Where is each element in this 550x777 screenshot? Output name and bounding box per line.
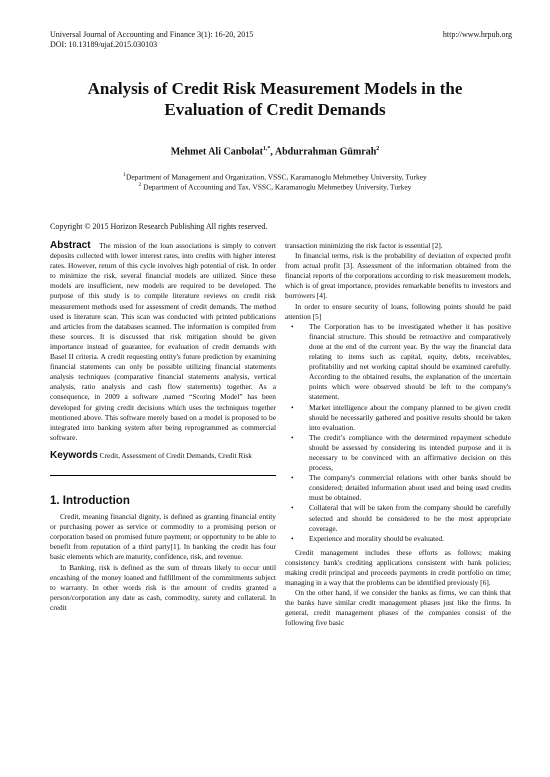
copyright-notice: Copyright © 2015 Horizon Research Publishing All rights reserved. — [50, 222, 268, 231]
right-paragraph-5: On the other hand, if we consider the banks as firms, we can think that the banks have similar credit management phases just like the firms. In general, credit management phases of the companies consist of the following five basic — [285, 588, 511, 628]
author-1-sup: 1,* — [262, 146, 271, 152]
keywords-text: Credit, Assessment of Credit Demands, Credit Risk — [99, 450, 252, 460]
affiliation-1-num: 1 — [123, 172, 126, 178]
right-paragraph-4: Credit management includes these efforts as follows; making consistency bank's crediting applications consistent with bank policies; making credit principal and proceeds payments in credit portfolio on time; managing in a way that the problems can be identified previously [6]. — [285, 547, 511, 588]
bullet-item — [285, 322, 511, 403]
bullet-item — [285, 433, 511, 473]
intro-paragraph-2: In Banking, risk is defined as the sum of threats likely to occur until encashing of the money loaned and fulfillment of the commitments subject to warranty. In other words risk is the amount of credits granted a person/corporation any date as cash, commodity, surety and collateral. In credit — [50, 562, 276, 612]
right-paragraph-3: In order to ensure security of loans, following points should be paid attention [5] — [285, 301, 511, 321]
right-paragraph-2: In financial terms, risk is the probability of deviation of expected profit from actual profit [3]. Assessment of the information obtained from the financial reports of the corporations according to risk measurement models, which is of great importance, provides remarkable benefits to investors and borrowers [4]. — [285, 251, 511, 301]
affiliation-2-num: 2 — [138, 182, 142, 188]
right-paragraph-1: transaction minimizing the risk factor is essential [2]. — [285, 241, 443, 250]
abstract-text: The mission of the loan associations is simply to convert deposits collected with lower interest rates, into credits with higher interest rates. However, return of this cycle involves high potential of risk. In order to minimize the risk, several financial models are utilized. Since these models are insufficient, new models are required to be developed. The purpose of this study is to compile literature reviews on credit risk measurement methods used for assessment of credit demands. The method used is literature scan. This scan was conducted with printed publications and articles from the databases scanned. The information is compiled from these sources. It is discussed that risk mitigation should be given importance instead of guarantee, for evaluation of credit demands with Basel II criteria. A credit requesting entity's future prediction by examining financial statements can only be possible utilizing financial statements analysis techniques (comparative financial statements analysis, vertical analysis, ratio analysis and cash flow statements) together. As a consequence, in 2009 a software ,named “Scoring Model” has been developed for giving credit decisions which uses the techniques together mentioned above. This software merely based on a model is proposed to be integrated into banking system after being reprogrammed as commercial software. — [50, 241, 276, 442]
title-line-2: Evaluation of Credit Demands — [164, 100, 386, 119]
bullet-icon: • — [291, 402, 294, 412]
section-divider — [50, 475, 276, 476]
bullet-item — [285, 503, 511, 533]
author-2-sup: 2 — [376, 146, 380, 152]
abstract — [50, 241, 276, 443]
bullet-item — [285, 473, 511, 503]
bullet-list — [285, 322, 511, 544]
bullet-icon: • — [291, 432, 294, 442]
paper-title — [40, 78, 510, 120]
keywords-heading: Keywords — [50, 449, 98, 461]
bullet-item — [285, 403, 511, 433]
affiliation-1-text: Department of Management and Organization, VSSC, Karamanoglu Mehmetbey University, Turkey — [125, 172, 427, 182]
affiliation-2 — [40, 180, 510, 193]
bullet-text: The credit’s compliance with the determined repayment schedule should be assessed by considering its intended purpose and it is necessary to be convinced with an affirmative decision on this process, — [309, 432, 511, 473]
bullet-text: Experience and morality should be evaluated. — [309, 533, 445, 543]
bullet-icon: • — [291, 473, 294, 483]
intro-paragraph-1: Credit, meaning financial dignity, is defined as granting financial entity or purchasing power as service or commodity to a promising person or corporation based on promised future payment; or opportunity to be able to benefit from reputation of a third party[1]. In banking the credit has four basic elements which are maturity, confidence, risk, and revenue. — [50, 512, 276, 562]
author-1: Mehmet Ali Canbolat — [170, 146, 263, 158]
author-2: Abdurrahman Gümrah — [274, 146, 377, 158]
journal-citation: Universal Journal of Accounting and Finance 3(1): 16-20, 2015 — [50, 30, 254, 39]
author-list — [40, 146, 510, 157]
bullet-text: The Corporation has to be investigated whether it has positive financial structure. This should be retroactive and comparatively done at the end of the current year. By the way the financial data relating to items such as capital, equity, debts, receivables, profitability and net working capital should be examined carefully. According to the obtained results, the explanation of the uncertain points which were observed should be left to the company's statement. — [309, 321, 511, 402]
intro-heading: 1. Introduction — [50, 494, 130, 507]
right-column — [285, 241, 511, 629]
journal-url[interactable]: http://www.hrpub.org — [442, 30, 512, 39]
keywords — [50, 451, 276, 461]
author-separator: , — [270, 146, 275, 158]
abstract-heading: Abstract — [50, 240, 91, 251]
left-column — [50, 241, 276, 613]
title-line-1: Analysis of Credit Risk Measurement Models in the — [87, 79, 463, 98]
bullet-text: Collateral that will be taken from the company should be carefully selected and should be considered to be the most appropriate coverage. — [309, 503, 511, 533]
bullet-icon: • — [291, 533, 294, 543]
bullet-text: The company's commercial relations with other banks should be considered; detailed information about used and being used credits must be obtained. — [309, 473, 511, 503]
affiliation-2-text: Department of Accounting and Tax, VSSC, Karamanoglu Mehmetbey University, Turkey — [141, 182, 412, 192]
bullet-icon: • — [291, 503, 294, 513]
bullet-item — [285, 534, 511, 544]
bullet-icon: • — [291, 321, 294, 331]
running-header — [50, 30, 253, 50]
doi: DOI: 10.13189/ujaf.2015.030103 — [50, 40, 158, 49]
bullet-text: Market intelligence about the company planned to be given credit should be necessarily gathered and positive results should be taken into evaluation. — [309, 402, 511, 432]
